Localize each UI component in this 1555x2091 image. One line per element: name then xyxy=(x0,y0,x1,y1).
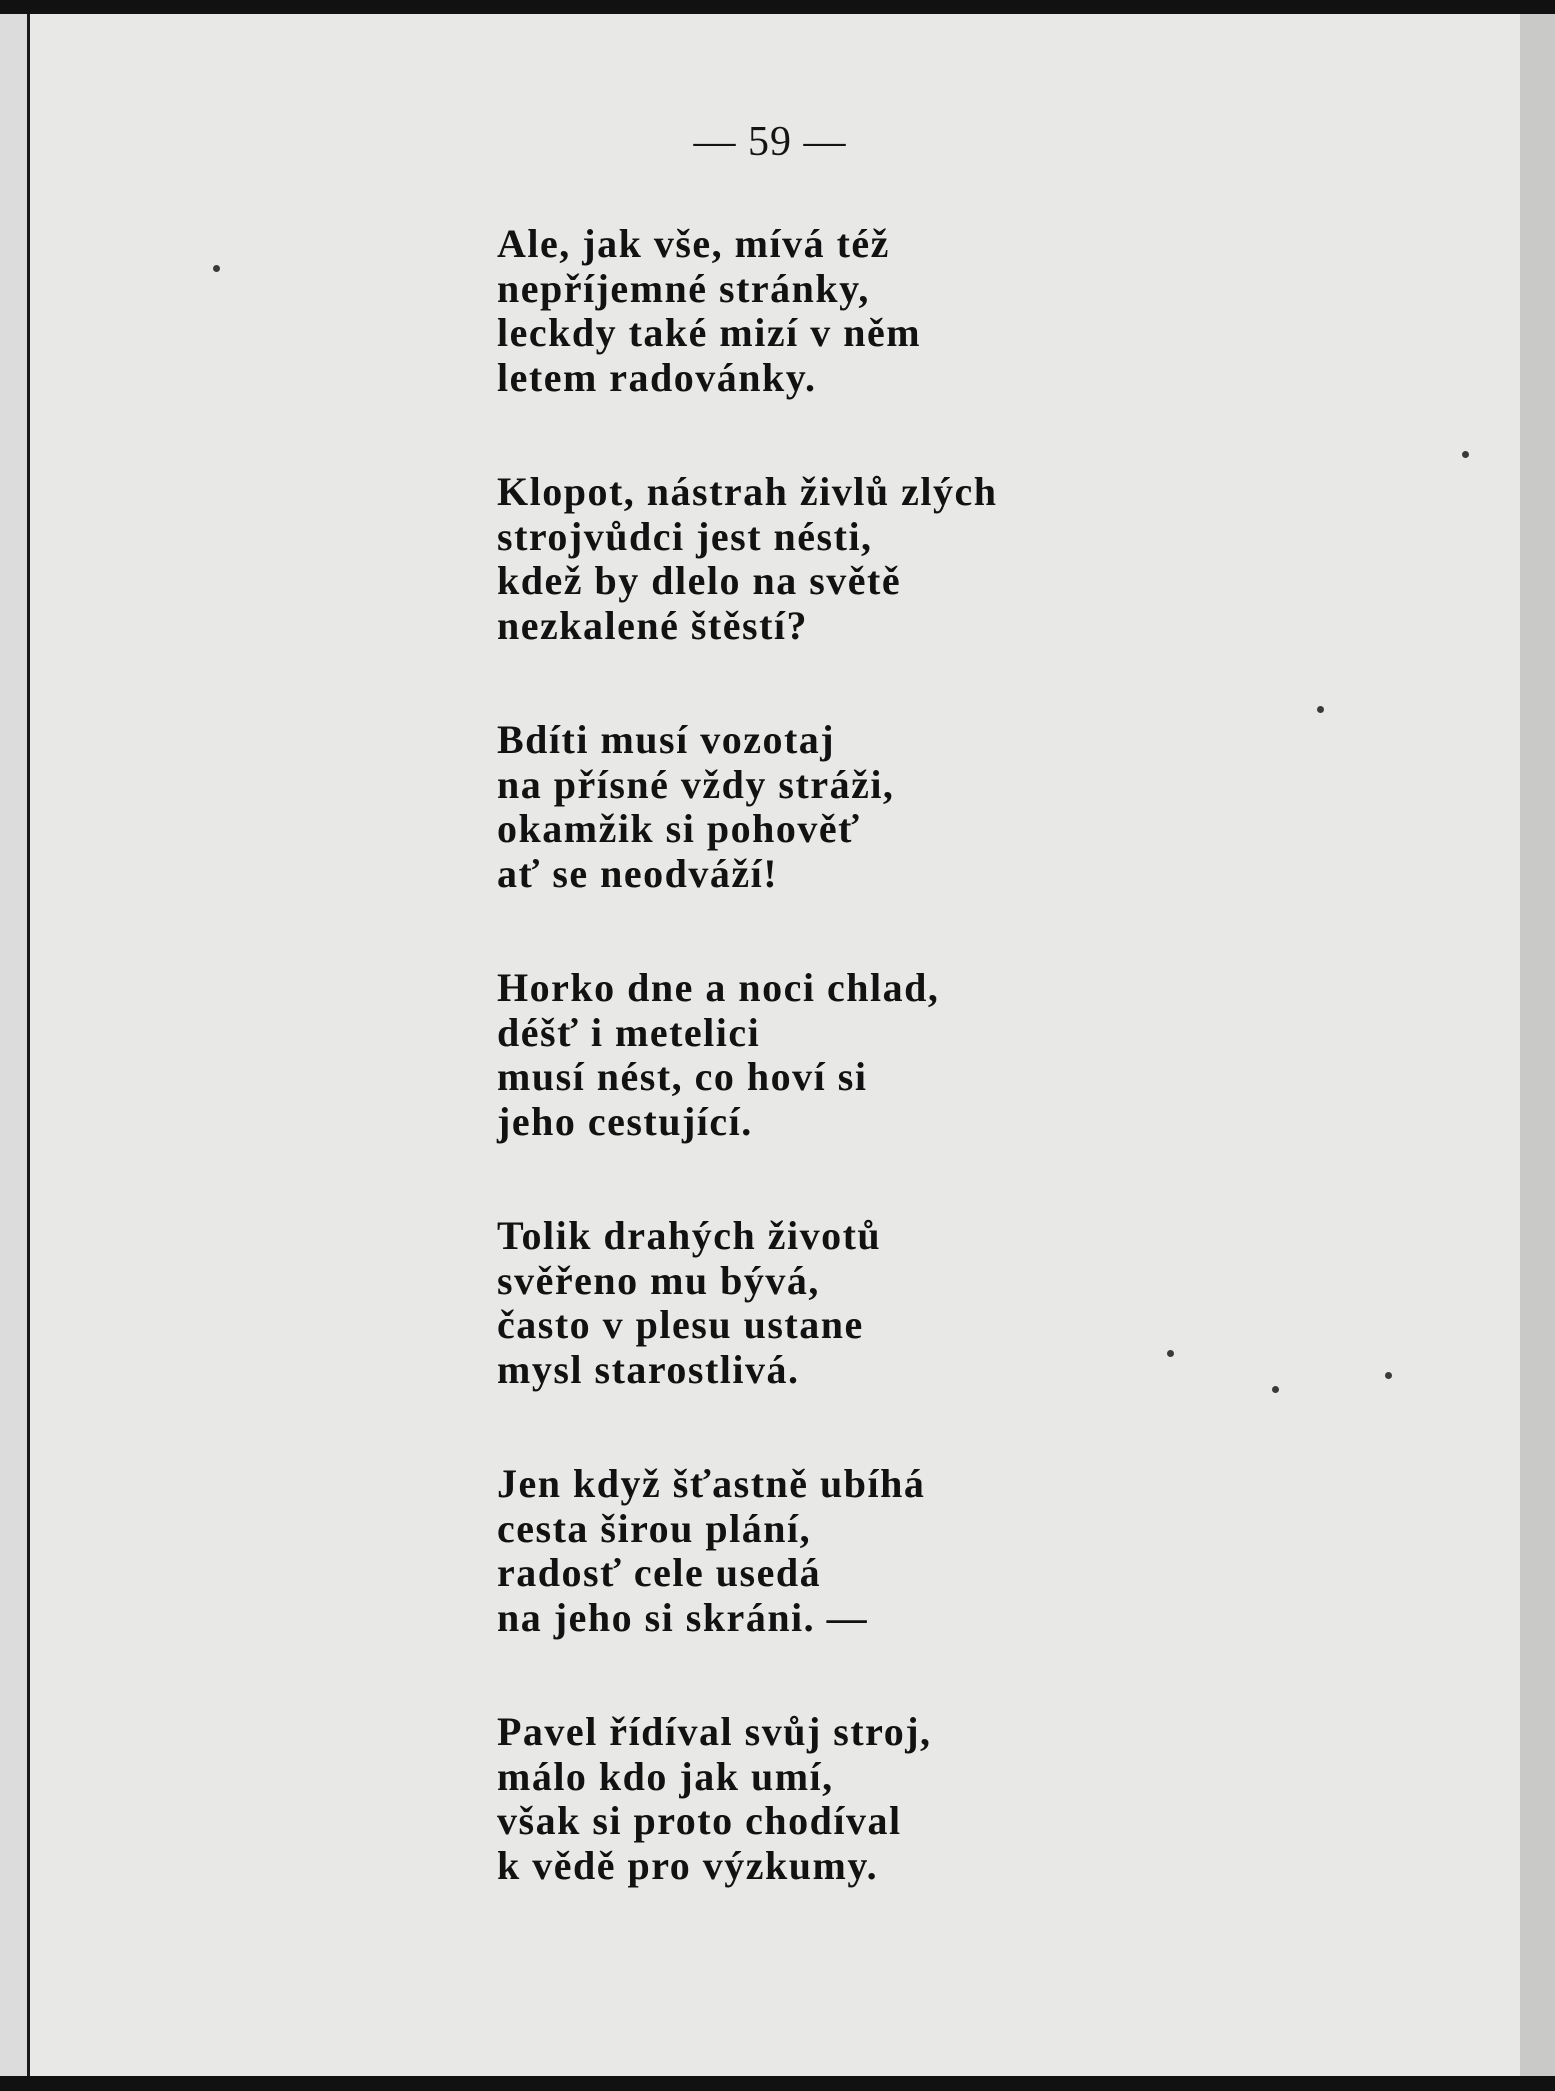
stanza xyxy=(497,1214,1297,1392)
verse-line: Pavel řídíval svůj stroj, xyxy=(497,1709,932,1754)
verse-line: leckdy také mizí v něm xyxy=(497,310,922,355)
stanza xyxy=(497,718,1297,896)
verse-line: často v plesu ustane xyxy=(497,1302,864,1347)
poem xyxy=(497,222,1297,1958)
verse-line: nezkalené štěstí? xyxy=(497,602,809,648)
page-left-edge xyxy=(0,14,30,2076)
verse-line: letem radovánky. xyxy=(497,354,817,400)
verse-line: strojvůdci jest nésti, xyxy=(497,513,873,559)
verse-line: Ale, jak vše, mívá též xyxy=(497,221,890,266)
stanza xyxy=(497,966,1297,1144)
verse-line: déšť i metelici xyxy=(497,1009,761,1055)
ink-speck xyxy=(1462,451,1469,458)
verse-line: okamžik si pohověť xyxy=(497,806,861,851)
verse-line: kdež by dlelo na světě xyxy=(497,558,902,603)
verse-line: Jen když šťastně ubíhá xyxy=(497,1461,926,1506)
verse-line: Horko dne a noci chlad, xyxy=(497,965,940,1010)
verse-line: však si proto chodíval xyxy=(497,1798,902,1843)
stanza xyxy=(497,1710,1297,1888)
verse-line: mysl starostlivá. xyxy=(497,1346,800,1392)
verse-line: na jeho si skráni. — xyxy=(497,1594,869,1640)
stanza xyxy=(497,470,1297,648)
page-number: — 59 — xyxy=(693,119,847,165)
verse-line: Tolik drahých životů xyxy=(497,1213,882,1258)
ink-speck xyxy=(1317,706,1324,713)
verse-line: Klopot, nástrah živlů zlých xyxy=(497,469,998,514)
verse-line: cesta širou plání, xyxy=(497,1505,812,1551)
verse-line: radosť cele usedá xyxy=(497,1550,822,1595)
verse-line: Bdíti musí vozotaj xyxy=(497,717,836,762)
verse-line: na přísné vždy stráži, xyxy=(497,761,895,807)
verse-line: nepříjemné stránky, xyxy=(497,265,870,311)
ink-speck xyxy=(213,265,220,272)
stanza xyxy=(497,1462,1297,1640)
verse-line: k vědě pro výzkumy. xyxy=(497,1842,879,1888)
verse-line: málo kdo jak umí, xyxy=(497,1753,834,1799)
page-right-edge xyxy=(1520,14,1555,2076)
verse-line: jeho cestující. xyxy=(497,1098,753,1144)
stanza xyxy=(497,222,1297,400)
verse-line: musí nést, co hoví si xyxy=(497,1054,868,1099)
ink-speck xyxy=(1385,1372,1392,1379)
verse-line: svěřeno mu bývá, xyxy=(497,1257,820,1303)
verse-line: ať se neodváží! xyxy=(497,850,779,896)
